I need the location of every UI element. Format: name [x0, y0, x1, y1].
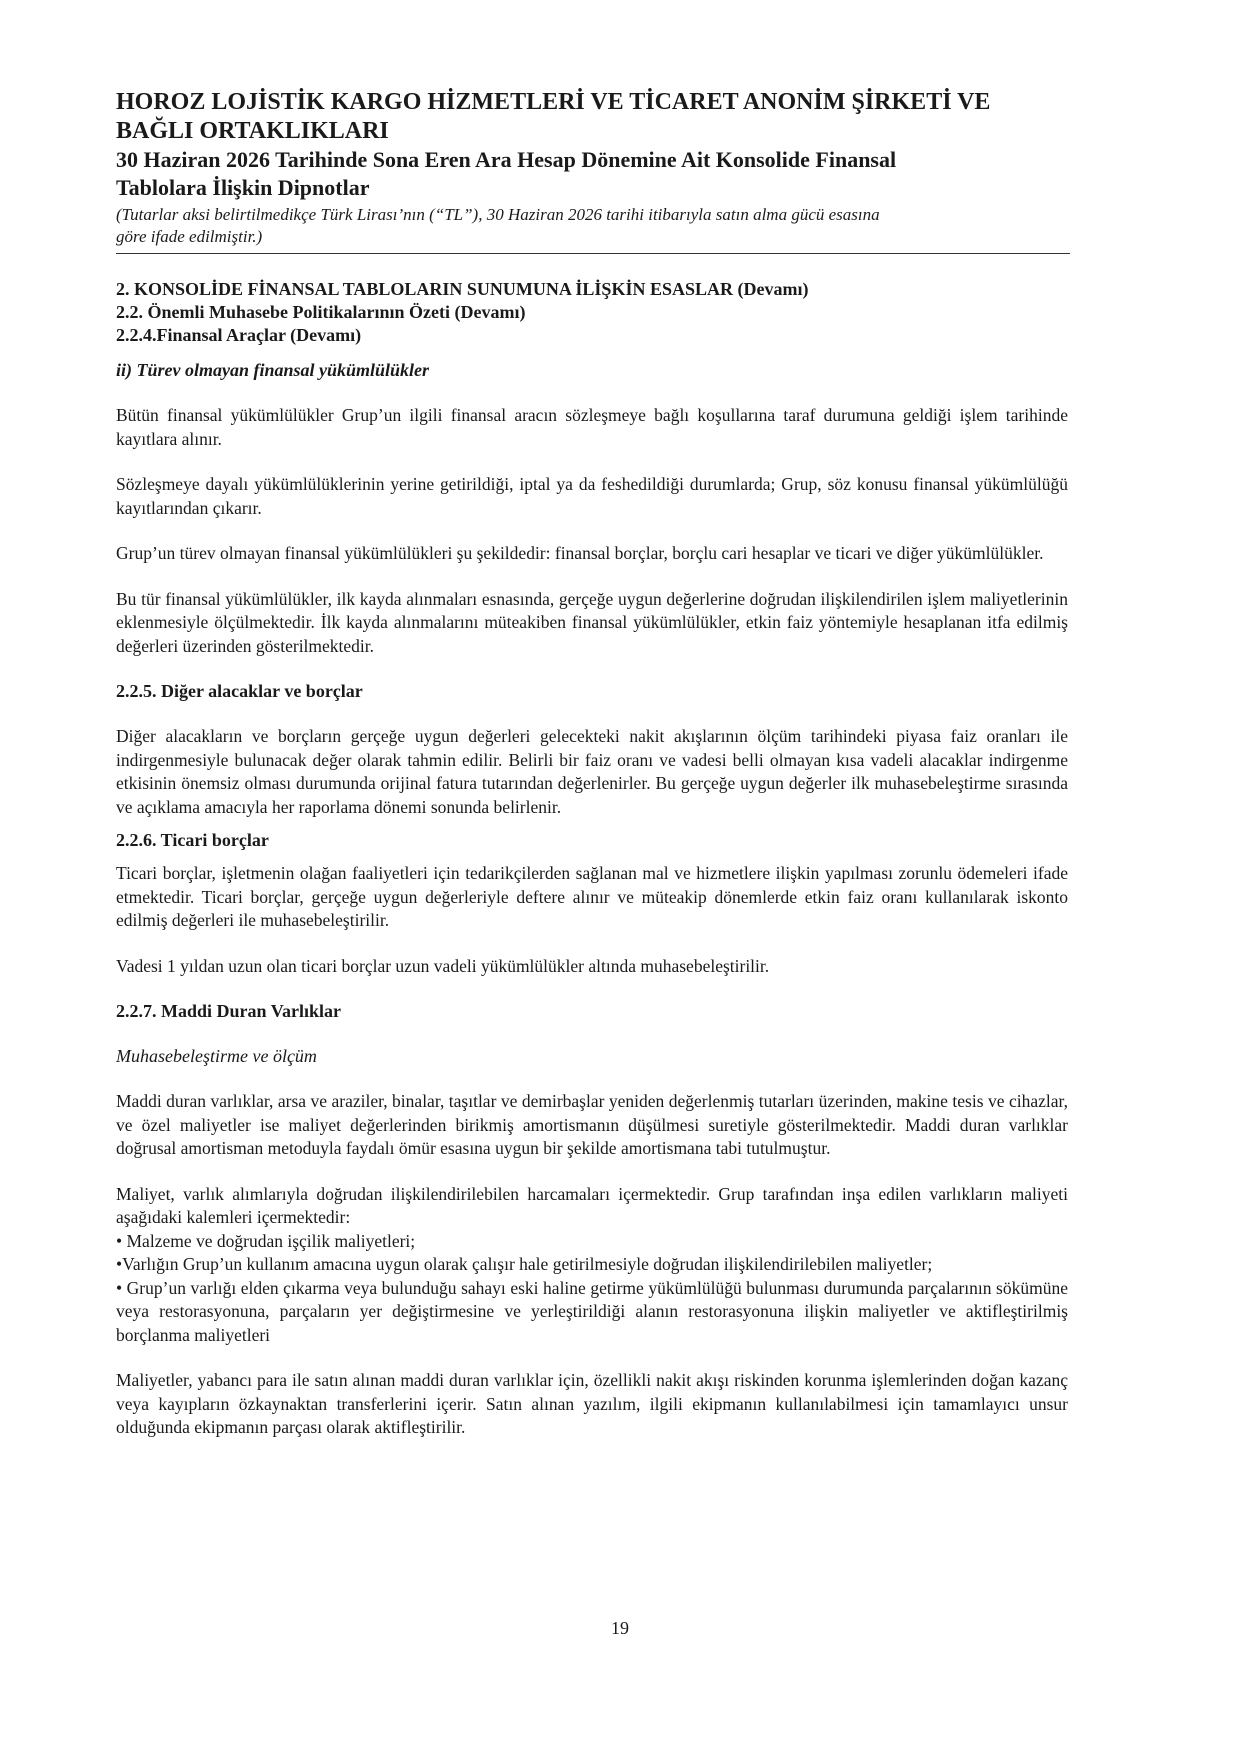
section-heading-2: 2. KONSOLİDE FİNANSAL TABLOLARIN SUNUMUNA İLİŞKİN ESASLAR (Devamı): [116, 279, 809, 299]
paragraph-5: Diğer alacakların ve borçların gerçeğe uygun değerleri gelecekteki nakit akışlarının ölçüm tarihindeki piyasa faiz oranları ile indirgenmesiyle bulunacak değer olarak tahmin edilir. Belirli bir faiz oranı ve vadesi belli olmayan kısa vadeli alacaklar indirgenme etkisinin önemsiz olması durumunda orijinal fatura tutarından değerlenirler. Bu gerçeğe uygun değerler ilk muhasebeleştirme sırasında ve açıklama amacıyla her raporlama dönemi sonunda belirlenir.: [116, 726, 1068, 817]
document-title-line-2: Tablolara İlişkin Dipnotlar: [116, 175, 370, 200]
paragraph-8: Maddi duran varlıklar, arsa ve araziler, binalar, taşıtlar ve demirbaşlar yeniden değerlenmiş tutarları üzerinden, makine tesis ve cihazlar, ve özel maliyetler ise maliyet değerlerinden birikmiş amortismanın düşülmesi suretiyle gösterilmektedir. Maddi duran varlıklar doğrusal amortisman metoduyla faydalı ömür esasına uygun bir şekilde amortismana tabi tutulmuştur.: [116, 1091, 1068, 1158]
paragraph-6: Ticari borçlar, işletmenin olağan faaliyetleri için tedarikçilerden sağlanan mal ve hizmetlere ilişkin yapılması zorunlu ödemeleri ifade etmektedir. Ticari borçlar, gerçeğe uygun değerleriyle deftere alınır ve müteakip dönemlerde etkin faiz oranı kullanılarak iskonto edilmiş değerleri ile muhasebeleştirilir.: [116, 863, 1068, 930]
currency-note-line-1: (Tutarlar aksi belirtilmedikçe Türk Lirası’nın (“TL”), 30 Haziran 2026 tarihi itibarıyla satın alma gücü esasına: [116, 205, 880, 224]
paragraph-4: Bu tür finansal yükümlülükler, ilk kayda alınmaları esnasında, gerçeğe uygun değerlerine doğrudan ilişkilendirilen işlem maliyetlerinin eklenmesiyle ölçülmektedir. İlk kayda alınmalarını müteakiben finansal yükümlülükler, etkin faiz yöntemiyle hesaplanan itfa edilmiş değerleri üzerinden gösterilmektedir.: [116, 588, 1068, 656]
paragraph-10: Maliyetler, yabancı para ile satın alınan maddi duran varlıklar için, özellikli nakit akışı riskinden korunma işlemlerinden doğan kazanç veya kayıpların özkaynaktan transferlerini içerir. Satın alınan yazılım, ilgili ekipmanın kullanılabilmesi için tamamlayıcı unsur olduğunda ekipmanın parçası olarak aktifleştirilir.: [116, 1370, 1068, 1437]
section-heading-2-2: 2.2. Önemli Muhasebe Politikalarının Özeti (Devamı): [116, 302, 526, 322]
list-item: • Malzeme ve doğrudan işçilik maliyetleri;: [116, 1230, 416, 1251]
section-heading-2-2-4: 2.2.4.Finansal Araçlar (Devamı): [116, 325, 362, 345]
header-divider: [116, 253, 1070, 254]
section-heading-2-2-5: 2.2.5. Diğer alacaklar ve borçlar: [116, 681, 363, 701]
company-name-line-1: HOROZ LOJİSTİK KARGO HİZMETLERİ VE TİCARET ANONİM ŞİRKETİ VE: [116, 89, 991, 115]
paragraph-2: Sözleşmeye dayalı yükümlülüklerinin yerine getirildiği, iptal ya da feshedildiği durumlarda; Grup, söz konusu finansal yükümlülüğü kayıtlarından çıkarır.: [116, 474, 1068, 518]
section-heading-2-2-6: 2.2.6. Ticari borçlar: [116, 830, 269, 850]
currency-note-line-2: göre ifade edilmiştir.): [116, 227, 263, 246]
document-header: [116, 88, 1068, 254]
page-number: 19: [611, 1618, 629, 1638]
list-item: • Grup’un varlığı elden çıkarma veya bulunduğu sahayı eski haline getirme yükümlülüğü bulunması durumunda parçalarının sökümüne veya restorasyonuna, parçaların yer değiştirmesine ve yerleştirildiği alanın restorasyonuna ilişkin maliyetler ve aktifleştirilmiş borçlanma maliyetleri: [116, 1277, 1068, 1345]
section-heading-2-2-7: 2.2.7. Maddi Duran Varlıklar: [116, 1001, 342, 1021]
company-name-line-2: BAĞLI ORTAKLIKLARI: [116, 118, 389, 144]
paragraph-3: Grup’un türev olmayan finansal yükümlülükleri şu şekildedir: finansal borçlar, borçlu cari hesaplar ve ticari ve diğer yükümlülükler.: [116, 543, 1044, 563]
document-title-line-1: 30 Haziran 2026 Tarihinde Sona Eren Ara Hesap Dönemine Ait Konsolide Finansal: [116, 147, 897, 172]
paragraph-7: Vadesi 1 yıldan uzun olan ticari borçlar uzun vadeli yükümlülükler altında muhasebeleştirilir.: [116, 955, 770, 976]
page-content: [116, 88, 1068, 1440]
subsection-heading-ii: ii) Türev olmayan finansal yükümlülükler: [116, 360, 430, 380]
subsection-heading-measurement: Muhasebeleştirme ve ölçüm: [116, 1046, 317, 1066]
list-item: •Varlığın Grup’un kullanım amacına uygun olarak çalışır hale getirilmesiyle doğrudan ilişkilendirilebilen maliyetler;: [116, 1254, 933, 1274]
paragraph-1: Bütün finansal yükümlülükler Grup’un ilgili finansal aracın sözleşmeye bağlı koşullarına taraf durumuna geldiği işlem tarihinde kayıtlara alınır.: [116, 405, 1068, 449]
paragraph-9: Maliyet, varlık alımlarıyla doğrudan ilişkilendirilebilen harcamaları içermektedir. Grup tarafından inşa edilen varlıkların maliyeti aşağıdaki kalemleri içermektedir:: [116, 1183, 1068, 1227]
